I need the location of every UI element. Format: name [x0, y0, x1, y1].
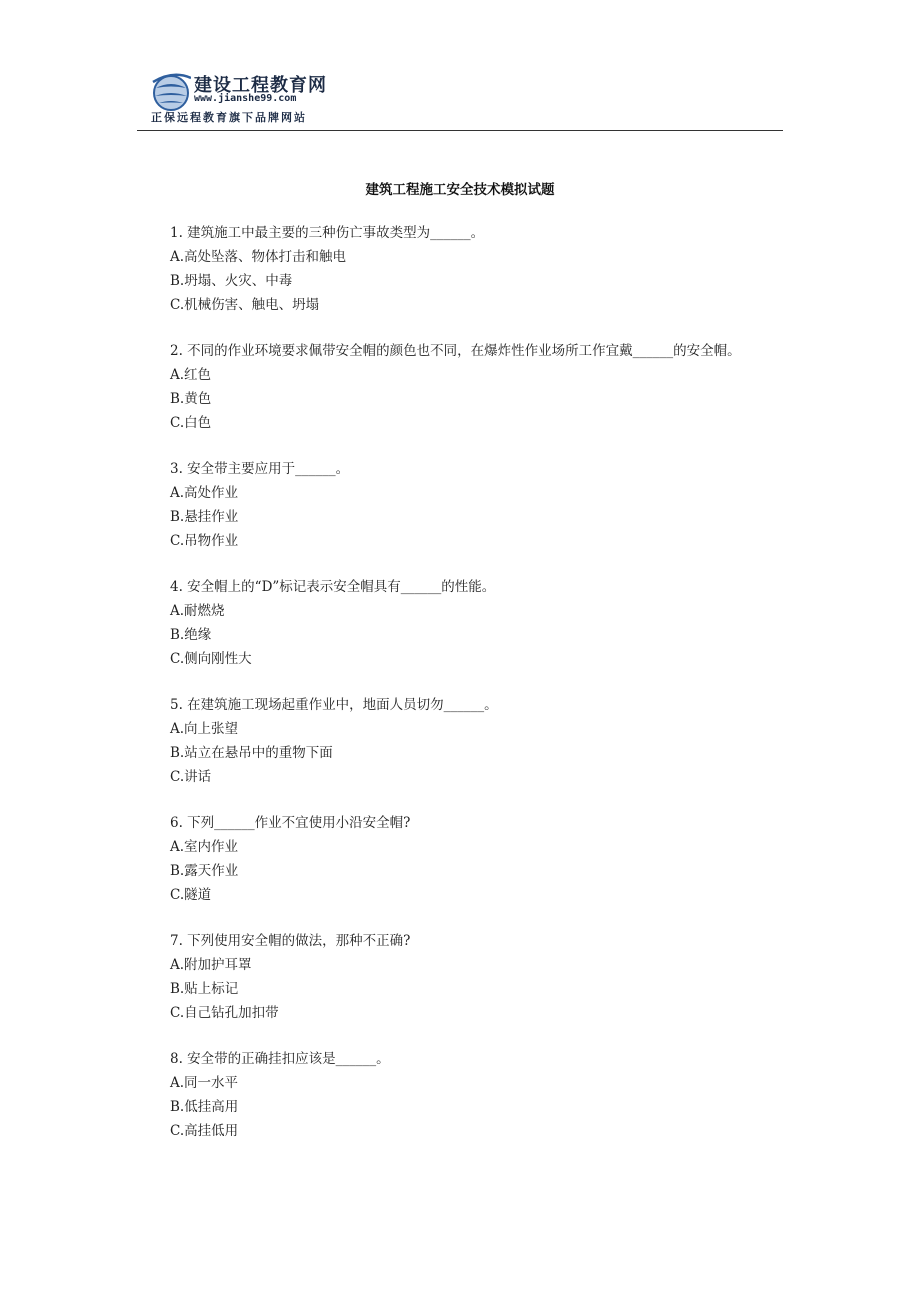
answer-option: C.吊物作业 [170, 533, 239, 549]
answer-option: A.同一水平 [170, 1075, 239, 1091]
answer-option: B.悬挂作业 [170, 509, 239, 525]
answer-option: A.室内作业 [170, 839, 239, 855]
answer-option: B.贴上标记 [170, 981, 239, 997]
document-title: 建筑工程施工安全技术模拟试题 [365, 182, 555, 198]
questions-list [140, 221, 785, 1165]
answer-option: A.附加护耳罩 [170, 957, 252, 973]
question-text: 2. 不同的作业环境要求佩带安全帽的颜色也不同，在爆炸性作业场所工作宜戴______的安全帽。 [170, 343, 741, 359]
question-5 [140, 693, 785, 789]
question-4 [140, 575, 785, 671]
question-8 [140, 1047, 785, 1143]
globe-logo-icon [151, 72, 191, 112]
answer-option: C.高挂低用 [170, 1123, 239, 1139]
question-3 [140, 457, 785, 553]
logo-url: www.jianshe99.com [194, 93, 297, 104]
logo-title: 建设工程教育网 [194, 75, 327, 96]
answer-option: C.自己钻孔加扣带 [170, 1005, 279, 1021]
answer-option: B.低挂高用 [170, 1099, 239, 1115]
answer-option: A.高处作业 [170, 485, 239, 501]
question-text: 4. 安全帽上的“D”标记表示安全帽具有______的性能。 [170, 579, 496, 595]
answer-option: A.向上张望 [170, 721, 239, 737]
answer-option: C.侧向刚性大 [170, 651, 252, 667]
answer-option: C.讲话 [170, 769, 212, 785]
question-text: 8. 安全带的正确挂扣应该是______。 [170, 1051, 390, 1067]
question-7 [140, 929, 785, 1025]
question-text: 6. 下列______作业不宜使用小沿安全帽? [170, 815, 411, 831]
answer-option: A.耐燃烧 [170, 603, 225, 619]
site-header [137, 66, 783, 131]
answer-option: B.绝缘 [170, 627, 212, 643]
question-text: 5. 在建筑施工现场起重作业中，地面人员切勿______。 [170, 697, 498, 713]
answer-option: B.黄色 [170, 391, 212, 407]
question-text: 1. 建筑施工中最主要的三种伤亡事故类型为______。 [170, 225, 485, 241]
question-text: 3. 安全带主要应用于______。 [170, 461, 350, 477]
answer-option: C.隧道 [170, 887, 212, 903]
answer-option: B.坍塌、火灾、中毒 [170, 273, 293, 289]
answer-option: C.白色 [170, 415, 212, 431]
question-1 [140, 221, 785, 317]
answer-option: B.露天作业 [170, 863, 239, 879]
answer-option: C.机械伤害、触电、坍塌 [170, 297, 320, 313]
question-text: 7. 下列使用安全帽的做法，那种不正确? [170, 933, 411, 949]
question-6 [140, 811, 785, 907]
answer-option: A.高处坠落、物体打击和触电 [170, 249, 347, 265]
answer-option: A.红色 [170, 367, 212, 383]
logo-slogan: 正保远程教育旗下品牌网站 [151, 111, 307, 124]
question-2 [140, 339, 785, 435]
answer-option: B.站立在悬吊中的重物下面 [170, 745, 333, 761]
